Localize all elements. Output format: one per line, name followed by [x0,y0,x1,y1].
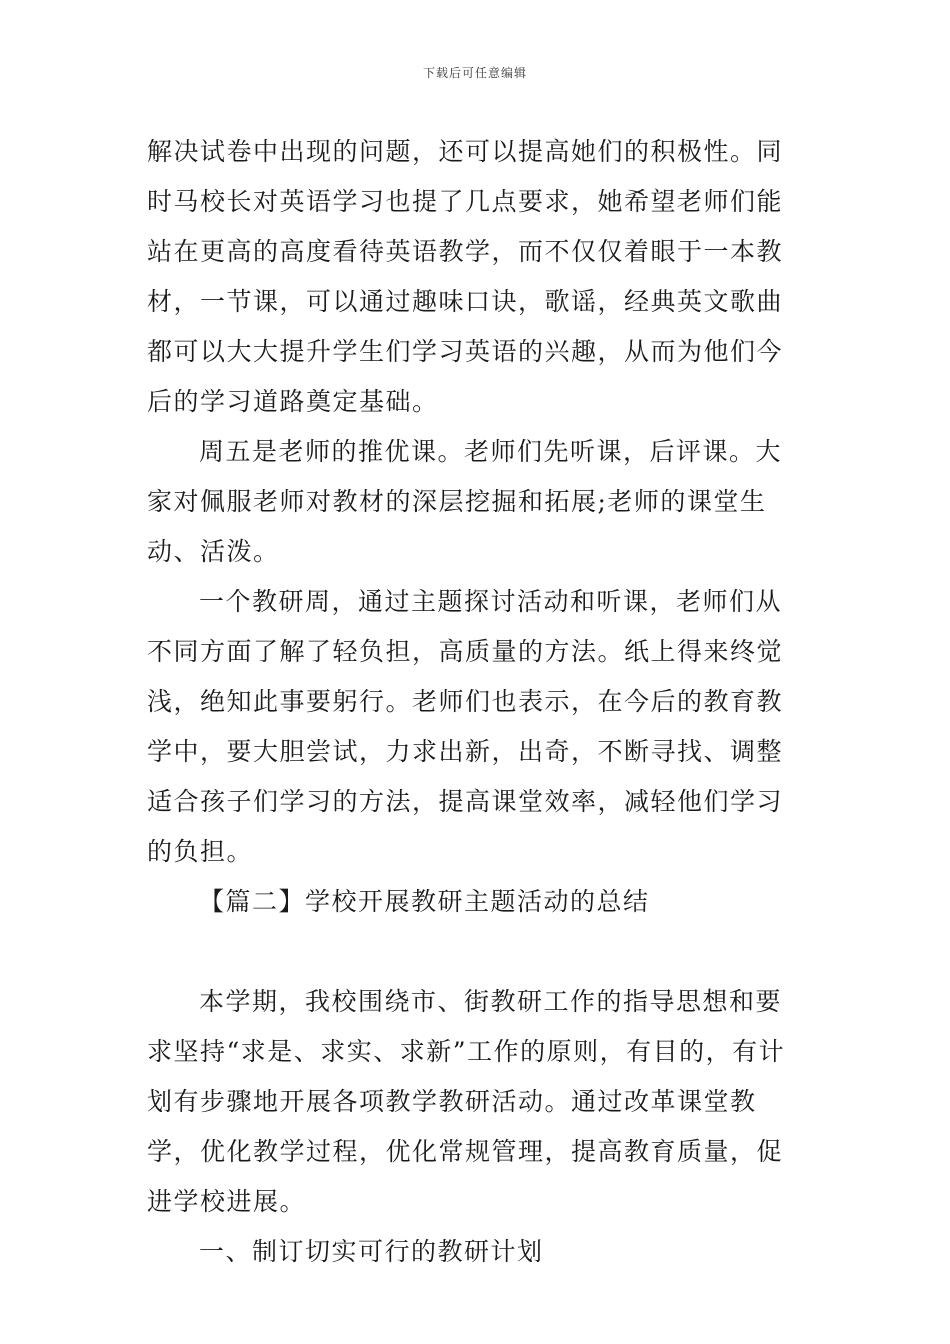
blank-line [147,927,807,977]
paragraph-continuation: 解决试卷中出现的问题，还可以提高她们的积极性。同时马校长对英语学习也提了几点要求，她希望老师们能站在更高的高度看待英语教学，而不仅仅着眼于一本教材，一节课，可以通过趣味口诀，歌谣，经典英文歌曲都可以大大提升学生们学习英语的兴趣，从而为他们今后的学习道路奠定基础。 [147,137,784,416]
page-header: 下载后可任意编辑 [422,66,527,80]
subsection-heading: 一、制订切实可行的教研计划 [199,1237,544,1266]
paragraph-friday-class: 周五是老师的推优课。老师们先听课，后评课。大家对佩服老师对教材的深层挖掘和拓展;老师的课堂生动、活泼。 [147,437,783,566]
paragraph-semester-summary: 本学期，我校围绕市、街教研工作的指导思想和要求坚持“求是、求实、求新”工作的原则，有目的，有计划有步骤地开展各项教学教研活动。通过改革课堂教学，优化教学过程，优化常规管理，提高教育质量，促进学校进展。 [147,987,786,1216]
document-body [147,127,807,1277]
section-heading: 【篇二】学校开展教研主题活动的总结 [199,887,650,916]
paragraph-research-week: 一个教研周，通过主题探讨活动和听课，老师们从不同方面了解了轻负担，高质量的方法。纸上得来终觉浅，绝知此事要躬行。老师们也表示，在今后的教育教学中，要大胆尝试，力求出新，出奇，不断寻找、调整适合孩子们学习的方法，提高课堂效率，减轻他们学习的负担。 [147,587,784,866]
